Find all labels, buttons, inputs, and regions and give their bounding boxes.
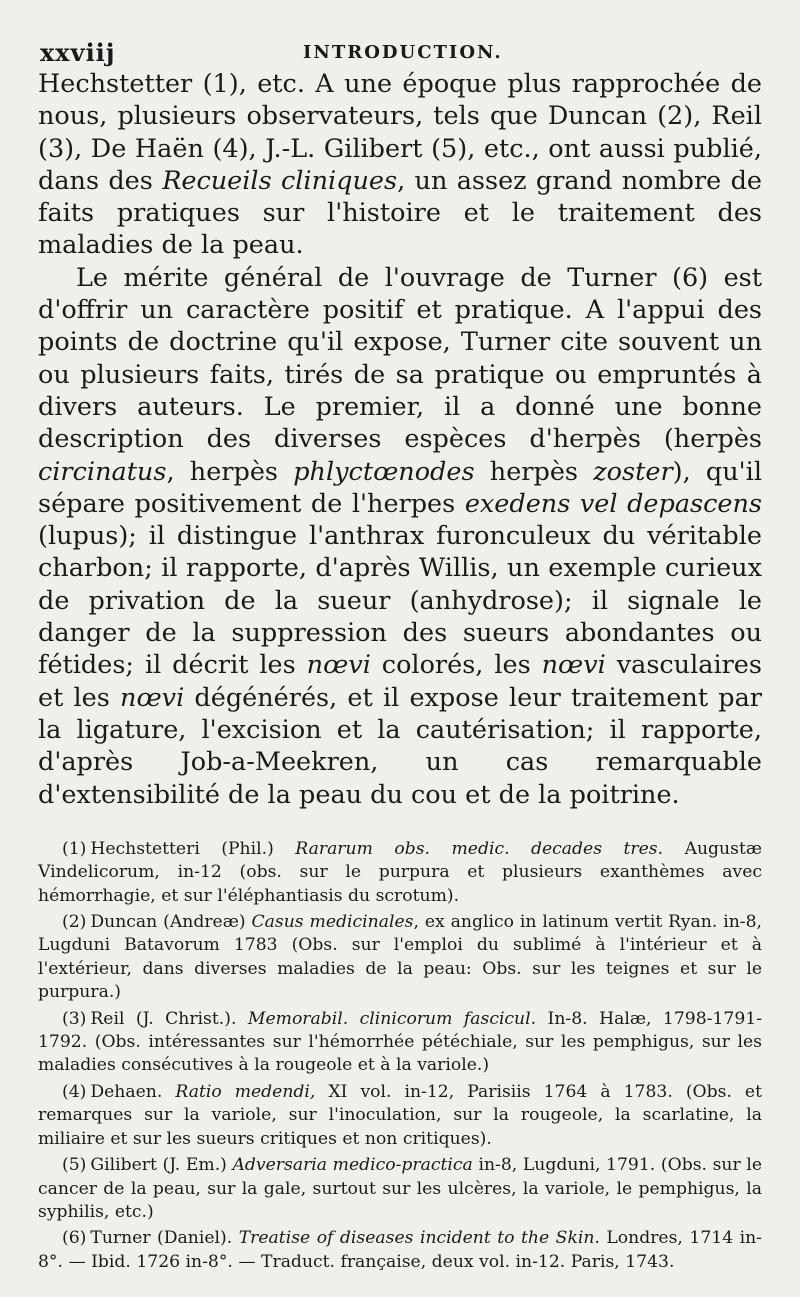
italic-term: zoster <box>593 456 673 487</box>
page-header <box>38 34 762 68</box>
italic-term: circinatus <box>38 456 167 487</box>
italic-term: nœvi <box>120 682 185 713</box>
footnote-title: Treatise of diseases incident to the Skin. <box>238 1228 600 1249</box>
footnote-mark: (1) <box>62 838 87 859</box>
footnote-mark: (6) <box>62 1228 87 1249</box>
italic-term: nœvi <box>306 650 371 681</box>
book-page <box>38 34 762 1277</box>
italic-term: phlyctœnodes <box>293 456 475 487</box>
footnote: (5) Gilibert (J. Em.) Adversaria medico-practica in-8, Lugduni, 1791. (Obs. sur le cancer de la peau, sur la gale, surtout sur les ulcères, la variole, le pemphigus, la syphilis, etc.) <box>38 1155 763 1222</box>
footnote-title: Casus medicinales <box>251 912 414 933</box>
footnote-title: Adversaria medico-practica <box>232 1155 473 1176</box>
footnote-mark: (3) <box>62 1008 87 1029</box>
footnote: (4) Dehaen. Ratio medendi, XI vol. in-12, Parisiis 1764 à 1783. (Obs. et remarques sur la variole, sur l'inoculation, sur la rougeole, la scarlatine, la miliaire et sur les sueurs critiques et non critiques). <box>38 1081 762 1149</box>
footnote: (2) Duncan (Andreæ) Casus medicinales, ex anglico in latinum vertit Ryan. in-8, Lugduni Batavorum 1783 (Obs. sur l'emploi du sublimé à l'intérieur et à l'extérieur, dans diverses maladies de la peau: Obs. sur les teignes et sur le purpura.) <box>38 912 762 1003</box>
footnote: (3) Reil (J. Christ.). Memorabil. clinicorum fascicul. In-8. Halæ, 1798-1791-1792. (Obs. intéressantes sur l'hémorrhée pétéchiale, sur les pemphigus, sur les maladies consécutives à la rougeole et à la variole.) <box>38 1008 762 1076</box>
footnote-title: Rararum obs. medic. decades tres. <box>295 838 664 859</box>
footnote-mark: (2) <box>62 912 87 933</box>
italic-term: Recueils cliniques <box>162 165 398 196</box>
footnote-title: Ratio medendi, <box>175 1081 316 1102</box>
running-head: INTRODUCTION. <box>303 42 503 63</box>
footnote: (1) Hechstetteri (Phil.) Rararum obs. medic. decades tres. Augustæ Vindelicorum, in-12 (obs. sur le purpura et plusieurs exanthèmes avec hémorrhagie, et sur l'éléphantiasis du scrotum). <box>38 838 762 906</box>
italic-term: exedens vel depascens <box>464 488 762 519</box>
paragraph-2: Le mérite général de l'ouvrage de Turner (6) est d'offrir un caractère positif et pratique. A l'appui des points de doctrine qu'il expose, Turner cite souvent un ou plusieurs faits, tirés de sa pratique ou empruntés à divers auteurs. Le premier, il a donné une bonne description des diverses espèces d'herpès (herpès circinatus, herpès phlyctœnodes herpès zoster), qu'il sépare positivement de l'herpes exedens vel depascens (lupus); il distingue l'anthrax furonculeux du véritable charbon; il rapporte, d'après Willis, un exemple curieux de privation de la sueur (anhydrose); il signale le danger de la suppression des sueurs abondantes ou fétides; il décrit les nœvi colorés, les nœvi vasculaires et les nœvi dégénérés, et il expose leur traitement par la ligature, l'excision et la cautérisation; il rapporte, d'après Job-a-Meekren, un cas remarquable d'extensibilité de la peau du cou et de la poitrine. <box>38 262 762 810</box>
footnotes <box>38 838 762 1274</box>
footnote-mark: (5) <box>62 1155 87 1176</box>
italic-term: nœvi <box>541 650 606 681</box>
footnote-mark: (4) <box>62 1081 87 1102</box>
paragraph-1: Hechstetter (1), etc. A une époque plus rapprochée de nous, plusieurs observateurs, tels que Duncan (2), Reil (3), De Haën (4), J.-L. Gilibert (5), etc., ont aussi publié, dans des Recueils cliniques, un assez grand nombre de faits pratiques sur l'histoire et le traitement des maladies de la peau. <box>38 69 762 261</box>
main-text <box>38 68 762 811</box>
footnote: (6) Turner (Daniel). Treatise of diseases incident to the Skin. Londres, 1714 in-8°. — Ibid. 1726 in-8°. — Traduct. française, deux vol. in-12. Paris, 1743. <box>38 1228 762 1272</box>
page-number: xxviij <box>40 38 116 67</box>
footnote-title: Memorabil. clinicorum fascicul. <box>247 1008 537 1029</box>
